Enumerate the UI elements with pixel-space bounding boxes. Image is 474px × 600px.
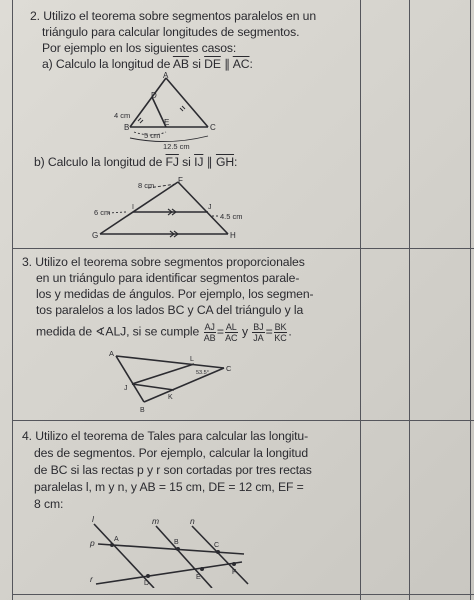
item2-line3: Por ejemplo en los siguientes casos:: [42, 41, 237, 55]
svg-text:5 cm: 5 cm: [144, 131, 161, 140]
svg-text:l: l: [92, 514, 94, 524]
fraction-bk-kc: $\frac{BK}{KC}$: [274, 322, 287, 343]
svg-text:D: D: [144, 580, 150, 587]
item3-line3: los y medidas de ángulos. Por ejemplo, los segmen-: [36, 287, 314, 301]
svg-text:n: n: [190, 516, 195, 526]
svg-text:r: r: [90, 574, 93, 584]
item4-line3: de BC si las rectas p y r son cortadas por tres rectas: [34, 463, 312, 477]
svg-text:G: G: [92, 231, 99, 240]
item4-line5: 8 cm:: [34, 497, 64, 511]
svg-text:F: F: [232, 569, 237, 576]
svg-text:K: K: [168, 394, 173, 401]
table-column-divider-1: [360, 0, 361, 600]
svg-text:J: J: [208, 204, 212, 211]
table-border-left: [12, 0, 13, 600]
fraction-al-ac: $\frac{AL}{AC}$: [225, 322, 238, 343]
figure-tales: [82, 512, 262, 588]
svg-text:A: A: [114, 536, 119, 543]
svg-text:H: H: [230, 231, 236, 240]
row-divider-3-4: [12, 420, 474, 421]
svg-text:D: D: [151, 91, 157, 100]
svg-text:4.5 cm: 4.5 cm: [220, 212, 243, 221]
row-divider-bottom: [12, 594, 474, 595]
fraction-bj-ja: $\frac{BJ}{JA}$: [253, 322, 264, 343]
svg-text:6 cm: 6 cm: [94, 208, 111, 217]
item2-line2: triángulo para calcular longitudes de segmentos.: [42, 25, 300, 39]
svg-text:8 cm: 8 cm: [138, 181, 155, 190]
figure-triangle-3: [104, 346, 244, 412]
row-divider-2-3: [12, 248, 474, 249]
item2-part-b: b) Calculo la longitud de $\overline{FJ}$ si $\overline{IJ}$ ∥ $\overline{GH}$:: [34, 155, 238, 169]
item4-line4: paralelas l, m y n, y AB = 15 cm, DE = 12 cm, EF =: [34, 480, 304, 494]
svg-text:C: C: [214, 542, 220, 549]
svg-text:A: A: [109, 349, 115, 358]
svg-text:C: C: [226, 364, 232, 373]
svg-text:E: E: [164, 118, 170, 127]
item3-line4: tos paralelos a los lados BC y CA del triángulo y la: [36, 303, 304, 317]
svg-text:53.5°: 53.5°: [196, 370, 209, 376]
item2-part-a: a) Calculo la longitud de $\overline{AB}$ si $\overline{DE}$ ∥ $\overline{AC}$:: [42, 57, 253, 71]
item3-line2: en un triángulo para identificar segmentos parale-: [36, 271, 300, 285]
svg-text:A: A: [163, 72, 169, 80]
svg-text:I: I: [132, 204, 134, 211]
svg-text:m: m: [152, 516, 160, 526]
item3-line1: 3. Utilizo el teorema sobre segmentos proporcionales: [22, 255, 305, 269]
figure-triangle-a: [100, 72, 230, 152]
svg-text:L: L: [190, 356, 194, 363]
item4-line2: des de segmentos. Por ejemplo, calcular la longitud: [34, 446, 309, 460]
svg-text:p: p: [90, 538, 95, 548]
svg-text:C: C: [210, 123, 216, 132]
svg-text:B: B: [140, 407, 145, 412]
svg-text:B: B: [174, 539, 179, 546]
svg-text:E: E: [196, 574, 201, 581]
table-column-divider-2: [409, 0, 410, 600]
item2-line1: 2. Utilizo el teorema sobre segmentos paralelos en un: [30, 9, 317, 23]
item3-line5: medida de ∢ALJ, si se cumple $\frac{AJ}{AB}$ = $\frac{AL}{AC}$ y $\frac{BJ}{JA}$ = $\frac{BK}{KC}$ .: [36, 322, 292, 343]
svg-text:F: F: [178, 176, 183, 185]
figure-triangle-b: [90, 176, 260, 244]
item4-line1: 4. Utilizo el teorema de Tales para calcular las longitu-: [22, 429, 309, 443]
svg-text:J: J: [124, 385, 128, 392]
svg-text:4 cm: 4 cm: [114, 111, 131, 120]
fraction-aj-ab: $\frac{AJ}{AB}$: [203, 322, 216, 343]
svg-text:B: B: [124, 123, 130, 132]
svg-text:12.5 cm: 12.5 cm: [163, 142, 190, 151]
table-border-right: [470, 0, 471, 600]
